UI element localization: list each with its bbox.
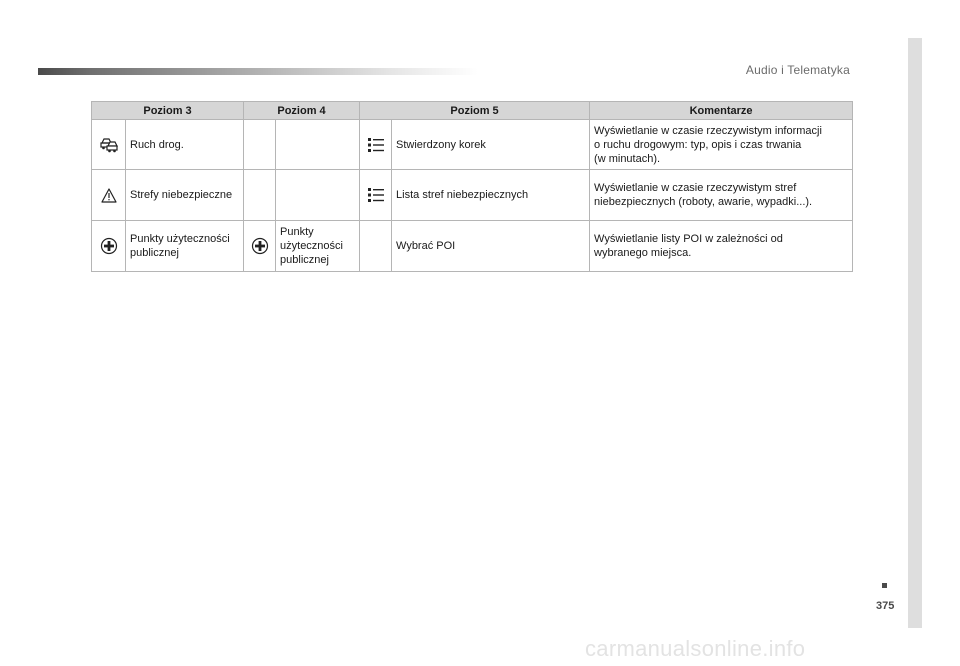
level4-label [276,120,360,170]
side-strip [908,38,922,628]
comment-line: wybranego miejsca. [594,247,692,259]
comment-line: niebezpiecznych (roboty, awarie, wypadki...). [594,196,813,208]
table-row [92,170,853,221]
column-header-level3: Poziom 3 [92,102,244,120]
level5-label: Wybrać POI [392,221,590,272]
column-header-comments: Komentarze [590,102,853,120]
comment-line: Wyświetlanie listy POI w zależności od [594,233,783,245]
table-row [92,120,853,170]
poi-plus-icon [92,221,126,272]
comment-cell [590,221,853,272]
column-header-level5: Poziom 5 [360,102,590,120]
level3-label-line: publicznej [130,247,179,259]
warning-triangle-icon [92,170,126,221]
empty-icon-cell [244,120,276,170]
level4-label [276,221,360,272]
level4-label-line: publicznej [280,254,329,266]
level4-label-line: użyteczności [280,240,343,252]
poi-plus-icon [244,221,276,272]
watermark: carmanualsonline.info [585,636,806,661]
empty-icon-cell [360,221,392,272]
table-row [92,221,853,272]
list-icon [360,120,392,170]
table-header-row [92,102,853,120]
comment-line: (w minutach). [594,152,661,165]
level4-label [276,170,360,221]
header-gradient-bar [38,68,478,75]
level3-label: Ruch drog. [126,120,244,170]
comment-cell [590,170,853,221]
page-number: 375 [876,600,895,612]
traffic-car-icon [92,120,126,170]
poi-menu-table [91,101,853,272]
level4-label-line: Punkty [280,226,314,238]
level3-label [126,221,244,272]
comment-line: o ruchu drogowym: typ, opis i czas trwania [594,138,802,151]
comment-line: Wyświetlanie w czasie rzeczywistym informacji [594,124,822,137]
list-icon [360,170,392,221]
level3-label-line: Punkty użyteczności [130,233,230,245]
level5-label: Stwierdzony korek [392,120,590,170]
level5-label: Lista stref niebezpiecznych [392,170,590,221]
section-title: Audio i Telematyka [745,63,850,77]
empty-icon-cell [244,170,276,221]
level3-label: Strefy niebezpieczne [126,170,244,221]
page-marker [882,583,887,588]
comment-line: Wyświetlanie w czasie rzeczywistym stref [594,182,797,194]
column-header-level4: Poziom 4 [244,102,360,120]
comment-cell [590,120,853,170]
